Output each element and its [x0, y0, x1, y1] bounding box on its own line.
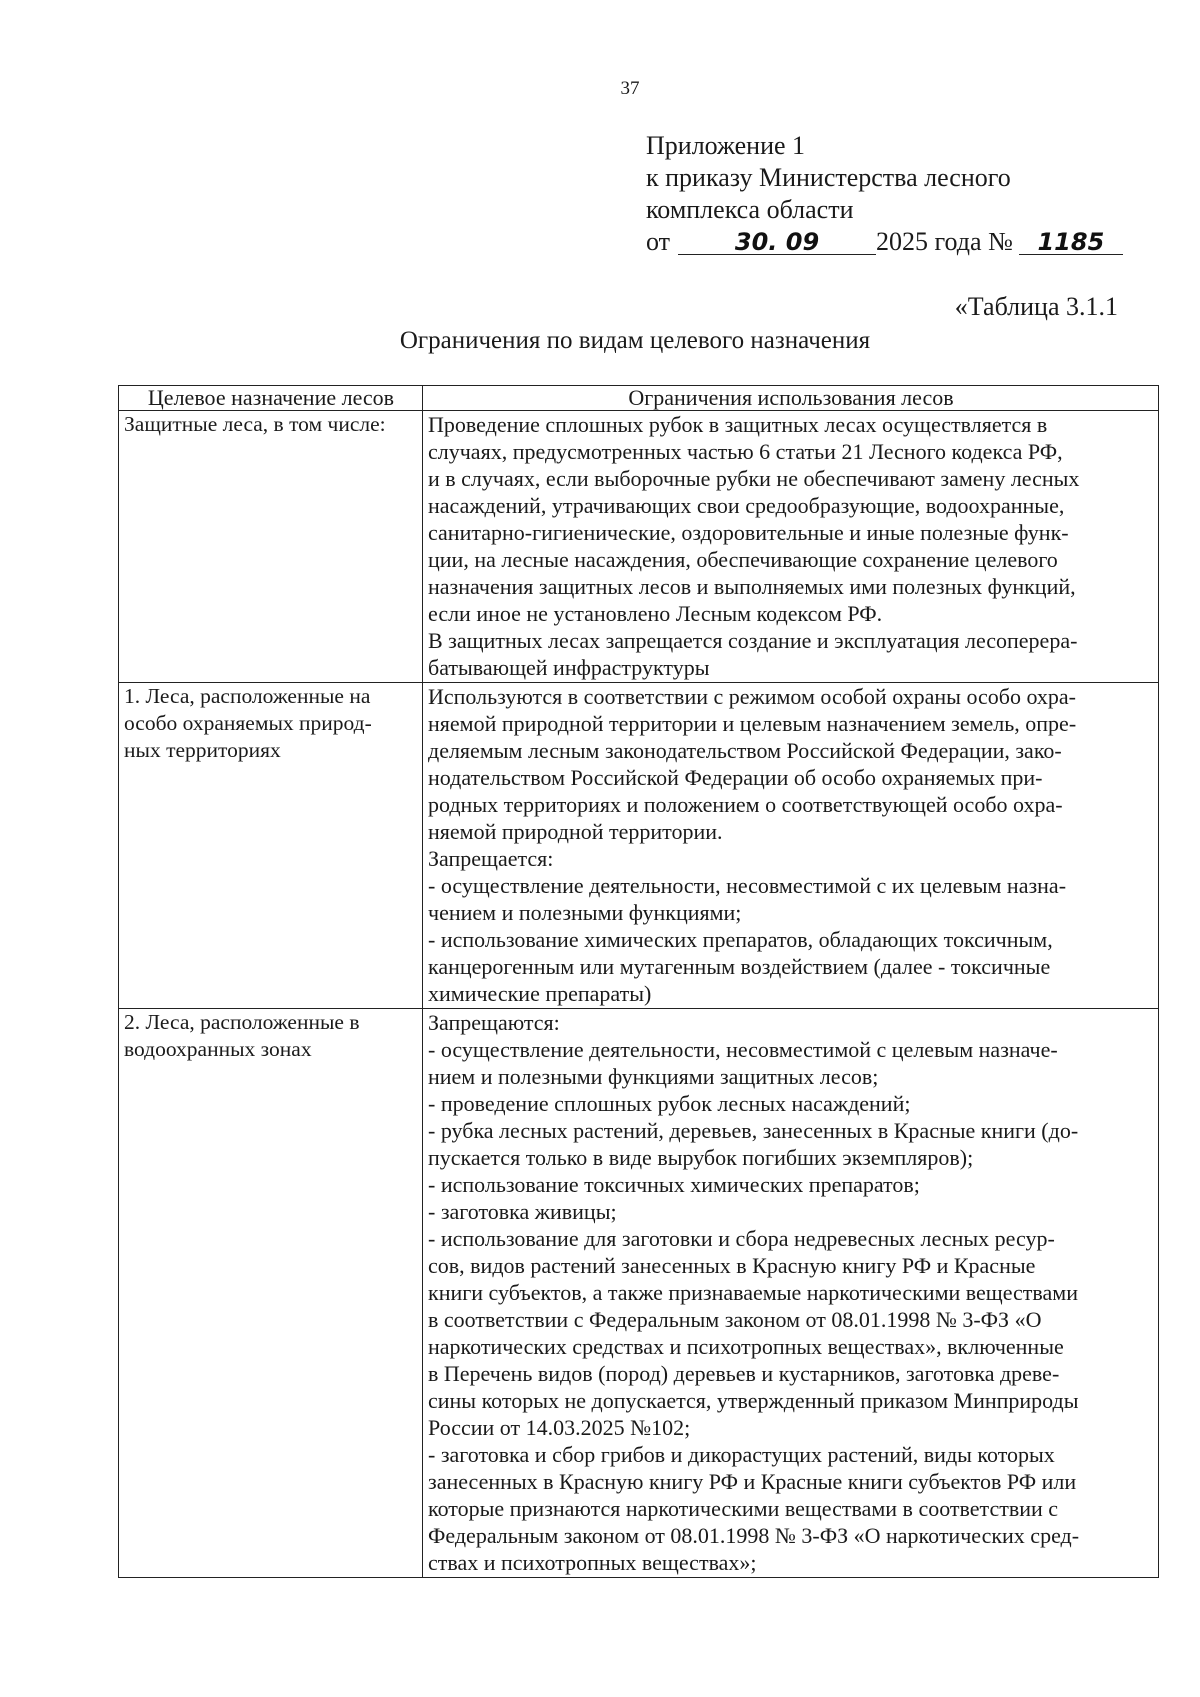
header-restrictions: Ограничения использования лесов	[423, 386, 1159, 411]
purpose-cell	[119, 1009, 423, 1578]
text-line: деляемым лесным законодательством Российской Федерации, зако-	[428, 738, 1062, 763]
text-line: - использование для заготовки и сбора недревесных лесных ресур-	[428, 1226, 1055, 1251]
text-line: в соответствии с Федеральным законом от 08.01.1998 № 3-ФЗ «О	[428, 1307, 1042, 1332]
text-line: химические препараты)	[428, 981, 652, 1006]
text-line: случаях, предусмотренных частью 6 статьи 21 Лесного кодекса РФ,	[428, 439, 1063, 464]
header-purpose: Целевое назначение лесов	[119, 386, 423, 411]
purpose-line: водоохранных зонах	[124, 1037, 312, 1061]
text-line: России от 14.03.2025 №102;	[428, 1415, 691, 1440]
text-line: наркотических средствах и психотропных веществах», включенные	[428, 1334, 1064, 1359]
text-line: - использование токсичных химических препаратов;	[428, 1172, 920, 1197]
table-header-row	[119, 386, 1159, 411]
text-line: В защитных лесах запрещается создание и эксплуатация лесоперера-	[428, 628, 1078, 653]
text-line: - использование химических препаратов, обладающих токсичным,	[428, 927, 1053, 952]
text-line: батывающей инфраструктуры	[428, 655, 710, 680]
text-line: Запрещаются:	[428, 1010, 560, 1035]
text-line: Используются в соответствии с режимом особой охраны особо охра-	[428, 684, 1077, 709]
text-line: няемой природной территории.	[428, 819, 723, 844]
appendix-ministry-line: комплекса области	[646, 195, 854, 224]
text-line: насаждений, утрачивающих свои средообразующие, водоохранные,	[428, 493, 1065, 518]
purpose-line: 1. Леса, расположенные на	[124, 684, 371, 708]
text-line: Проведение сплошных рубок в защитных лесах осуществляется в	[428, 412, 1048, 437]
purpose-line: особо охраняемых природ-	[124, 711, 372, 735]
text-line: - осуществление деятельности, несовместимой с их целевым назна-	[428, 873, 1067, 898]
text-line: - заготовка живицы;	[428, 1199, 617, 1224]
text-line: няемой природной территории и целевым назначением земель, опре-	[428, 711, 1077, 736]
appendix-title: Приложение 1	[646, 131, 806, 160]
text-line: пускается только в виде вырубок погибших экземпляров);	[428, 1145, 974, 1170]
handwritten-order-number: 1185	[1019, 230, 1123, 255]
text-line: Федеральным законом от 08.01.1998 № 3-ФЗ «О наркотических сред-	[428, 1523, 1080, 1548]
purpose-line: ных территориях	[124, 738, 281, 762]
text-line: - осуществление деятельности, несовместимой с целевым назначе-	[428, 1037, 1058, 1062]
appendix-date-line	[646, 226, 1123, 258]
table-label: «Таблица 3.1.1	[954, 292, 1118, 321]
purpose-line: 2. Леса, расположенные в	[124, 1010, 360, 1034]
text-line: санитарно-гигиенические, оздоровительные и иные полезные функ-	[428, 520, 1069, 545]
text-line: сов, видов растений занесенных в Красную книгу РФ и Красные	[428, 1253, 1036, 1278]
restrictions-cell	[423, 683, 1159, 1009]
table-row	[119, 1009, 1159, 1578]
text-line: сины которых не допускается, утвержденный приказом Минприроды	[428, 1388, 1079, 1413]
table-row	[119, 411, 1159, 683]
table-row	[119, 683, 1159, 1009]
text-line: нием и полезными функциями защитных лесов;	[428, 1064, 879, 1089]
year-number-label: 2025 года №	[876, 227, 1013, 256]
text-line: - проведение сплошных рубок лесных насаждений;	[428, 1091, 911, 1116]
text-line: чением и полезными функциями;	[428, 900, 742, 925]
text-line: - заготовка и сбор грибов и дикорастущих растений, виды которых	[428, 1442, 1055, 1467]
purpose-cell	[119, 683, 423, 1009]
text-line: Запрещается:	[428, 846, 554, 871]
text-line: книги субъектов, а также признаваемые наркотическими веществами	[428, 1280, 1078, 1305]
text-line: назначения защитных лесов и выполняемых ими полезных функций,	[428, 574, 1076, 599]
text-line: в Перечень видов (пород) деревьев и кустарников, заготовка древе-	[428, 1361, 1060, 1386]
text-line: которые признаются наркотическими веществами в соответствии с	[428, 1496, 1059, 1521]
appendix-header	[646, 130, 1123, 258]
text-line: ции, на лесные насаждения, обеспечивающие сохранение целевого	[428, 547, 1058, 572]
text-line: занесенных в Красную книгу РФ и Красные книги субъектов РФ или	[428, 1469, 1077, 1494]
text-line: канцерогенным или мутагенным воздействием (далее - токсичные	[428, 954, 1051, 979]
text-line: - рубка лесных растений, деревьев, занесенных в Красные книги (до-	[428, 1118, 1079, 1143]
handwritten-date: 30. 09	[678, 230, 876, 255]
appendix-order-line: к приказу Министерства лесного	[646, 163, 1011, 192]
text-line: нодательством Российской Федерации об особо охраняемых при-	[428, 765, 1043, 790]
text-line: родных территориях и положением о соответствующей особо охра-	[428, 792, 1063, 817]
from-label: от	[646, 227, 671, 256]
restrictions-table	[118, 385, 1159, 1578]
table-title: Ограничения по видам целевого назначения	[399, 327, 871, 354]
restrictions-cell	[423, 411, 1159, 683]
text-line: и в случаях, если выборочные рубки не обеспечивают замену лесных	[428, 466, 1080, 491]
restrictions-cell	[423, 1009, 1159, 1578]
purpose-cell: Защитные леса, в том числе:	[119, 411, 423, 683]
page-number: 37	[620, 78, 640, 99]
text-line: ствах и психотропных веществах»;	[428, 1550, 757, 1575]
text-line: если иное не установлено Лесным кодексом РФ.	[428, 601, 883, 626]
